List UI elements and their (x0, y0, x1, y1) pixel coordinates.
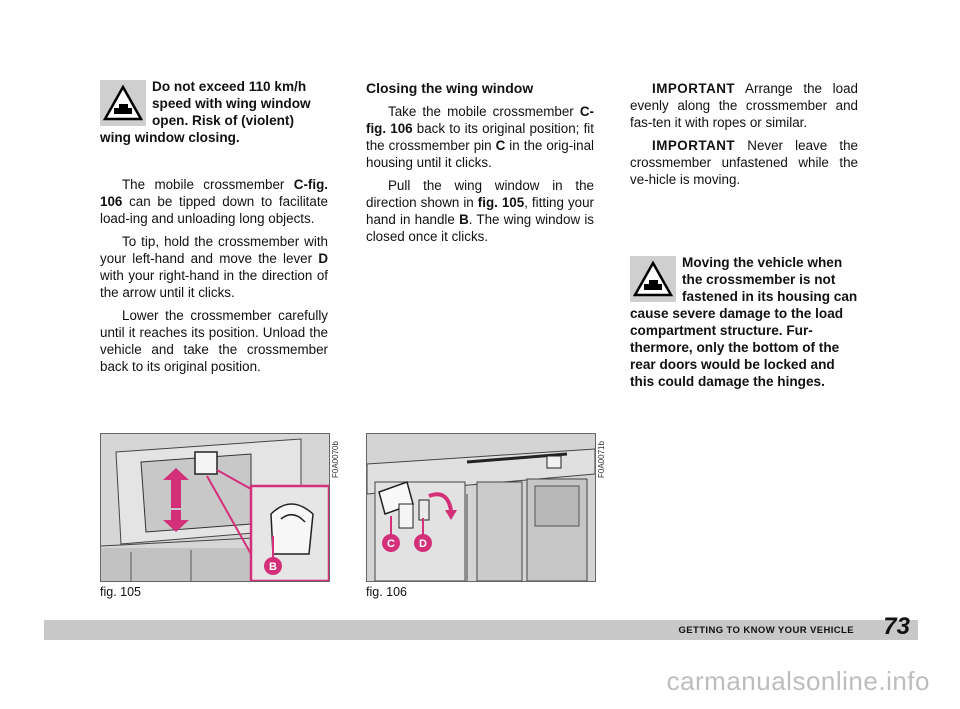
column-middle (366, 80, 594, 251)
text: Pull the wing window in the direction shown in (366, 178, 594, 210)
figure-106-code: F0A0071b (597, 441, 606, 478)
important-note-unfastened (630, 137, 858, 188)
page-number: 73 (883, 613, 910, 640)
paragraph-tip-intro (100, 176, 328, 227)
figure-106 (366, 433, 596, 582)
label-c: C (387, 538, 395, 550)
crossmember-warning (630, 254, 858, 390)
paragraph-lower: Lower the crossmember carefully until it reaches its position. Unload the vehicle and take the crossmember back to its original position. (100, 308, 328, 374)
lever-ref: D (318, 251, 328, 266)
text: can be tipped down to facilitate load-ing and unloading long objects. (100, 194, 328, 226)
crossmember-illustration (367, 434, 595, 581)
watermark: carmanualsonline.info (666, 666, 930, 696)
label-b: B (269, 561, 277, 573)
figure-ref: C-fig. 106 (100, 177, 328, 209)
column-right (630, 80, 858, 390)
figure-ref: C-fig. 106 (366, 104, 594, 136)
text: with your right-hand in the direction of the arrow until it clicks. (100, 268, 328, 300)
section-title: Closing the wing window (366, 80, 534, 96)
text: in the orig-inal housing until it clicks. (366, 138, 594, 170)
important-label: IMPORTANT (652, 138, 736, 153)
figure-105-code: F0A0070b (331, 441, 340, 478)
text: Take the mobile crossmember (388, 104, 580, 119)
footer-section-title: GETTING TO KNOW YOUR VEHICLE (678, 625, 854, 636)
text: , fitting your hand in handle (366, 195, 594, 227)
text: To tip, hold the crossmember with your left-hand and move the lever (100, 234, 328, 266)
paragraph-tip-howto (100, 233, 328, 301)
speed-warning-text: Do not exceed 110 km/h speed with wing window open. Risk of (violent) wing window closing. (100, 79, 311, 145)
paragraph-return-crossmember (366, 103, 594, 171)
text: Never leave the crossmember unfastened while the ve-hicle is moving. (630, 138, 858, 187)
pin-ref: C (495, 138, 506, 153)
speed-warning (100, 78, 328, 146)
text: Arrange the load evenly along the crossmember and fas-ten it with ropes or similar. (630, 81, 858, 130)
warning-triangle-icon (630, 256, 676, 302)
figure-ref: fig. 105 (477, 195, 525, 210)
column-left (100, 78, 328, 381)
page-footer (44, 613, 918, 640)
important-label: IMPORTANT (652, 81, 736, 96)
figure-106-caption: fig. 106 (366, 585, 408, 599)
crossmember-warning-text: Moving the vehicle when the crossmember is not fastened in its housing can cause severe damage to the load compartment structure. Fur-thermore, only the bottom of the rear doors would be locked and this could damage the hinges. (630, 255, 858, 389)
text: back to its original position; fit the crossmember pin (366, 121, 594, 153)
text: . The wing window is closed once it clicks. (366, 212, 594, 244)
paragraph-pull-window (366, 177, 594, 245)
warning-triangle-icon (100, 80, 146, 126)
figure-105-caption: fig. 105 (100, 585, 142, 599)
figure-105 (100, 433, 330, 582)
handle-ref: B (459, 212, 469, 227)
text: The mobile crossmember (122, 177, 294, 192)
label-d: D (419, 538, 427, 550)
wing-window-illustration (101, 434, 329, 581)
important-note-load (630, 80, 858, 131)
